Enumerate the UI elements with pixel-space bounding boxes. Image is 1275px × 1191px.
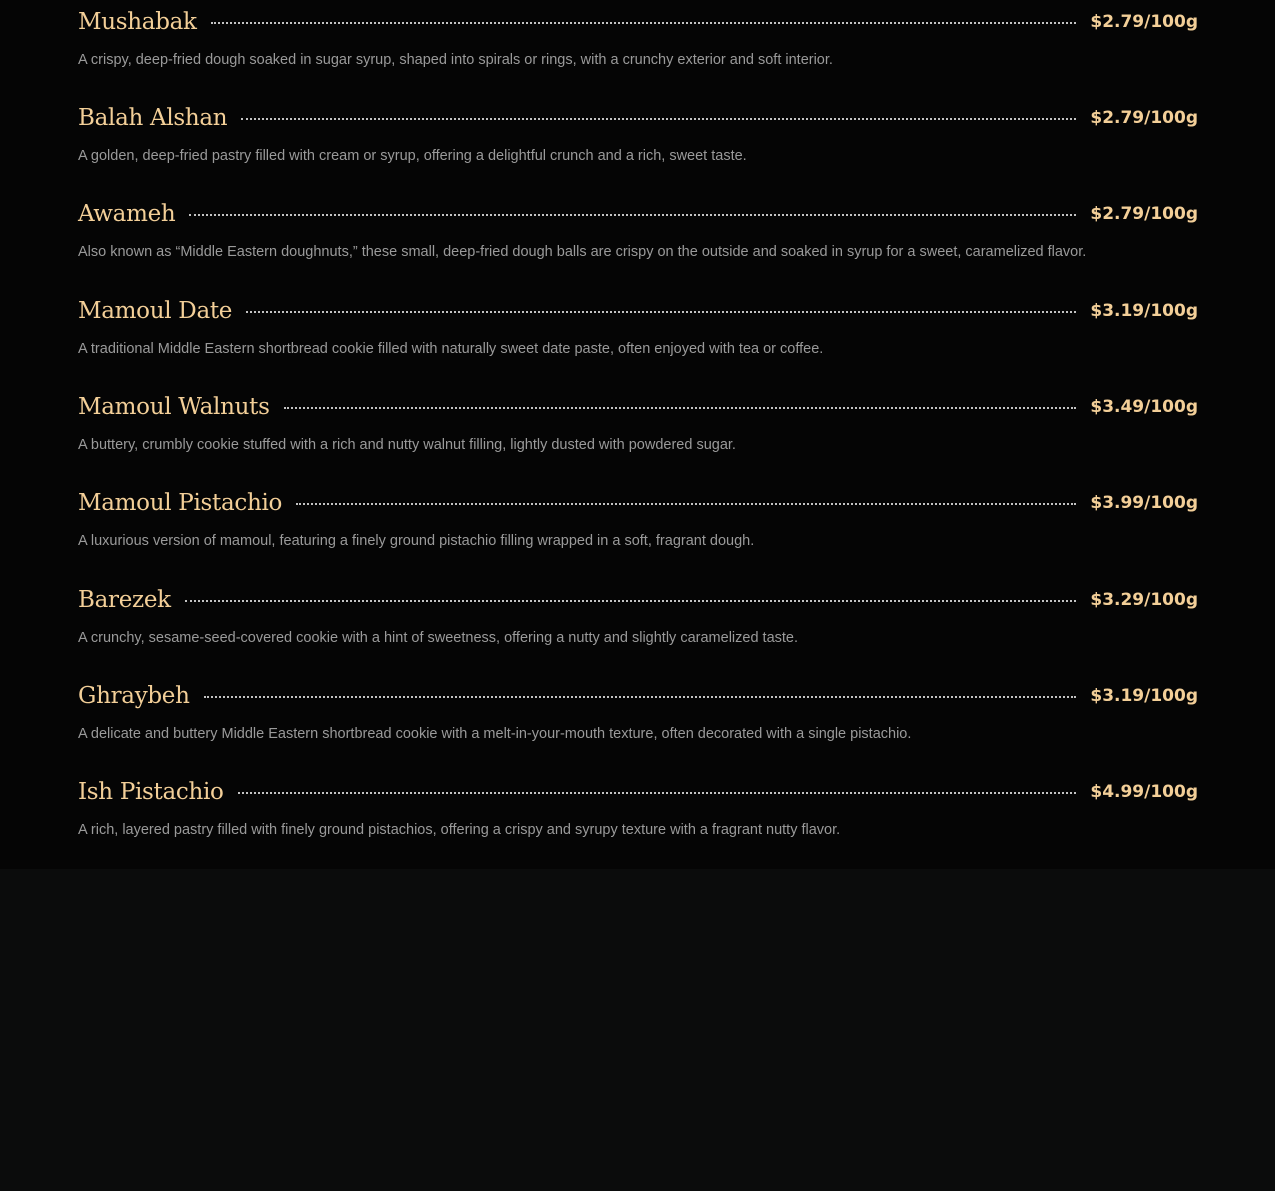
menu-item-price: $4.99/100g bbox=[1090, 782, 1198, 802]
menu-item-header bbox=[78, 578, 1198, 622]
dotted-leader bbox=[246, 311, 1076, 313]
menu-item-name: Balah Alshan bbox=[78, 105, 228, 131]
menu-item-mushabak bbox=[78, 0, 1198, 96]
menu-item-name: Mamoul Walnuts bbox=[78, 394, 270, 420]
menu-item-ghraybeh bbox=[78, 674, 1198, 770]
menu-item-description: A crispy, deep-fried dough soaked in sugar syrup, shaped into spirals or rings, with a crunchy exterior and soft interior. bbox=[78, 52, 833, 68]
menu-item-name: Ghraybeh bbox=[78, 683, 190, 709]
menu-item-name: Mamoul Date bbox=[78, 298, 233, 324]
menu-item-name: Barezek bbox=[78, 587, 171, 613]
menu-item-price: $3.49/100g bbox=[1090, 397, 1198, 417]
menu-item-description: A delicate and buttery Middle Eastern shortbread cookie with a melt-in-your-mouth texture, often decorated with a single pistachio. bbox=[78, 726, 912, 742]
dotted-leader bbox=[238, 792, 1077, 794]
dotted-leader bbox=[241, 118, 1076, 120]
menu-item-ish-pistachio bbox=[78, 770, 1198, 866]
dotted-leader bbox=[189, 214, 1076, 216]
menu-item-header bbox=[78, 96, 1198, 140]
menu-item-price: $3.99/100g bbox=[1090, 493, 1198, 513]
menu-item-description: A luxurious version of mamoul, featuring a finely ground pistachio filling wrapped in a soft, fragrant dough. bbox=[78, 533, 755, 549]
menu-item-name: Ish Pistachio bbox=[78, 779, 224, 805]
dotted-leader bbox=[211, 22, 1077, 24]
menu-item-header bbox=[78, 0, 1198, 44]
dotted-leader bbox=[296, 503, 1076, 505]
menu-item-description: A crunchy, sesame-seed-covered cookie with a hint of sweetness, offering a nutty and slightly caramelized taste. bbox=[78, 630, 799, 646]
menu-item-name: Awameh bbox=[78, 201, 176, 227]
menu-item-price: $3.29/100g bbox=[1090, 590, 1198, 610]
dotted-leader bbox=[284, 407, 1077, 409]
menu-item-header bbox=[78, 674, 1198, 718]
dotted-leader bbox=[185, 600, 1077, 602]
menu-item-header bbox=[78, 481, 1198, 525]
menu-item-price: $2.79/100g bbox=[1090, 204, 1198, 224]
menu-item-mamoul-date bbox=[78, 289, 1198, 385]
menu-item-description: A rich, layered pastry filled with finely ground pistachios, offering a crispy and syrupy texture with a fragrant nutty flavor. bbox=[78, 822, 841, 838]
page-footer-area bbox=[0, 869, 1275, 1191]
menu-item-name: Mamoul Pistachio bbox=[78, 490, 283, 516]
menu-item-awameh bbox=[78, 192, 1198, 288]
menu-item-description: A buttery, crumbly cookie stuffed with a rich and nutty walnut filling, lightly dusted with powdered sugar. bbox=[78, 437, 736, 453]
menu-item-description: A golden, deep-fried pastry filled with cream or syrup, offering a delightful crunch and a rich, sweet taste. bbox=[78, 148, 747, 164]
menu-item-barezek bbox=[78, 578, 1198, 674]
menu-item-balah-alshan bbox=[78, 96, 1198, 192]
dotted-leader bbox=[204, 696, 1077, 698]
menu-item-header bbox=[78, 192, 1198, 236]
menu-item-description: Also known as “Middle Eastern doughnuts,” these small, deep-fried dough balls are crispy on the outside and soaked in syrup for a sweet, caramelized flavor. bbox=[78, 244, 1087, 260]
menu-item-price: $3.19/100g bbox=[1090, 686, 1198, 706]
menu-item-mamoul-pistachio bbox=[78, 481, 1198, 577]
menu-item-name: Mushabak bbox=[78, 9, 197, 35]
menu-item-header bbox=[78, 289, 1198, 333]
menu-item-price: $2.79/100g bbox=[1090, 12, 1198, 32]
menu-item-price: $3.19/100g bbox=[1090, 301, 1198, 321]
menu-item-description: A traditional Middle Eastern shortbread cookie filled with naturally sweet date paste, often enjoyed with tea or coffee. bbox=[78, 341, 824, 357]
menu-item-mamoul-walnuts bbox=[78, 385, 1198, 481]
menu-item-price: $2.79/100g bbox=[1090, 108, 1198, 128]
menu-item-header bbox=[78, 770, 1198, 814]
menu-item-header bbox=[78, 385, 1198, 429]
